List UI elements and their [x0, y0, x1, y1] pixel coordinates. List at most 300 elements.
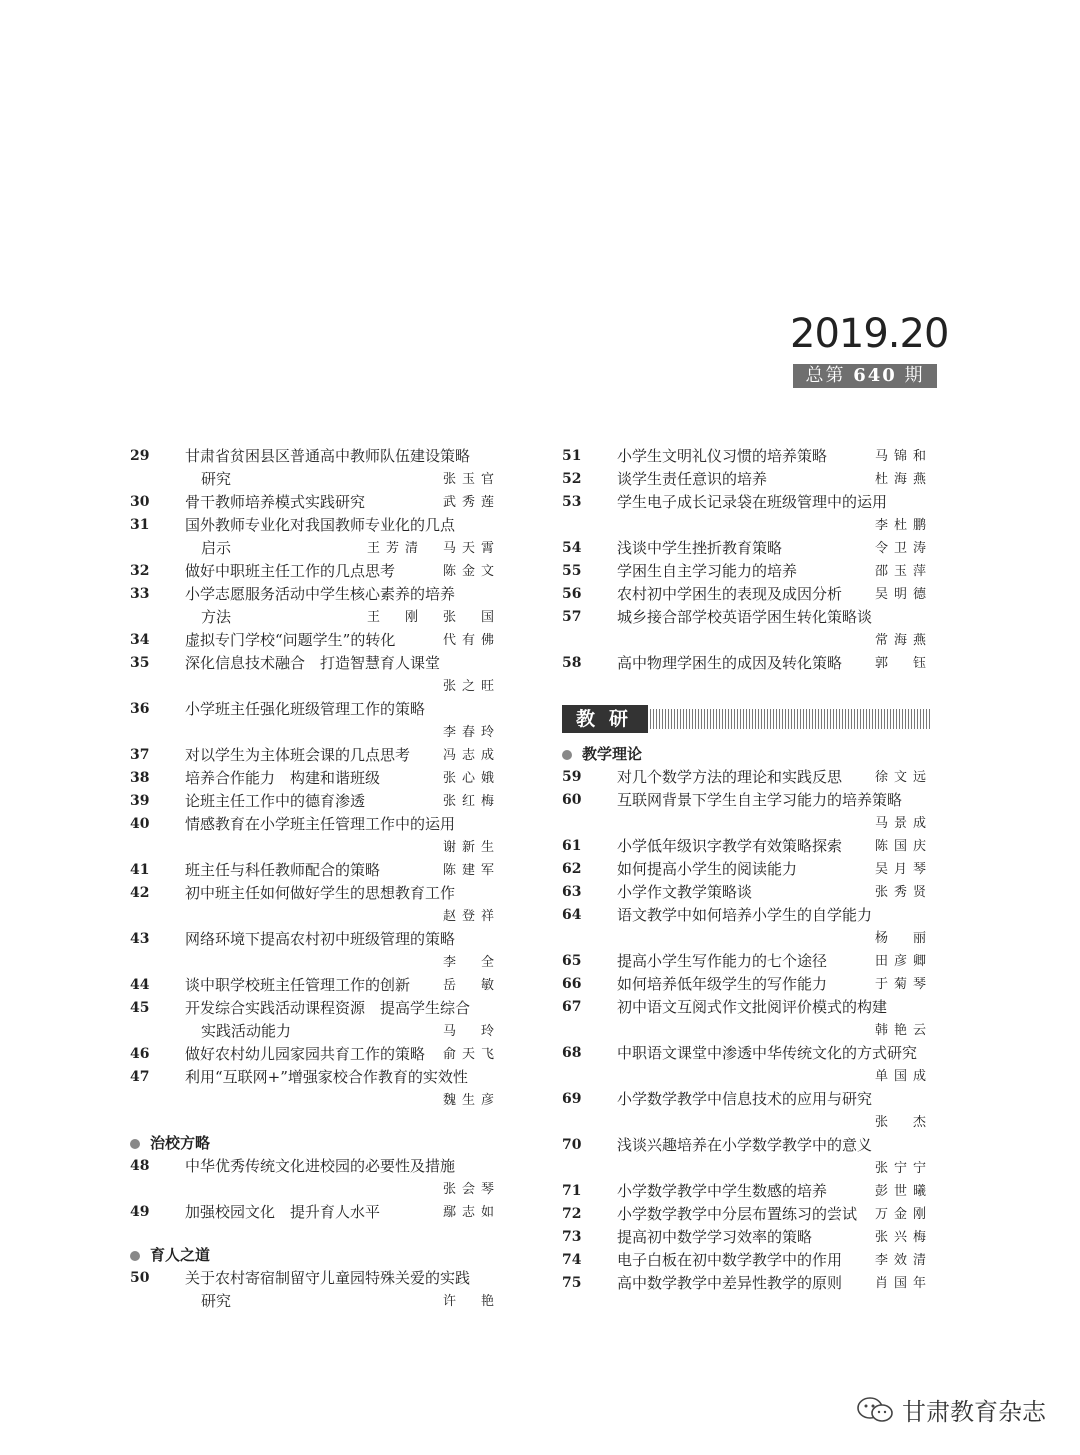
entry-author: 田彦卿 [874, 954, 932, 969]
toc-entry [562, 1272, 932, 1295]
entry-author: 张玉官 [442, 472, 500, 487]
entry-title: 高中物理学困生的成因及转化策略 [617, 654, 843, 672]
entry-author: 俞天飞 [442, 1047, 500, 1062]
entry-body [617, 445, 932, 468]
theory-entry-list [562, 766, 932, 1295]
page-number: 62 [562, 861, 582, 877]
entry-title: 提高初中数学学习效率的策略 [617, 1228, 813, 1246]
section-heading-education [130, 1244, 500, 1267]
toc-entry [562, 973, 932, 996]
entry-title: 对几个数学方法的理论和实践反思 [617, 768, 843, 786]
toc-entry [130, 859, 500, 882]
entry-author: 王芳清 马天霄 [366, 541, 500, 556]
title-line [185, 652, 500, 675]
entry-author: 万金刚 [874, 1207, 932, 1222]
entry-body [617, 1180, 932, 1203]
entry-author: 肖国年 [874, 1276, 932, 1291]
entry-body [617, 606, 932, 652]
toc-entry [562, 445, 932, 468]
entry-author: 陈金文 [442, 564, 500, 579]
entry-author: 鄢志如 [442, 1205, 500, 1220]
title-line [185, 491, 500, 514]
issue-number: 2019.20 [790, 311, 949, 357]
entry-author: 常海燕 [874, 633, 932, 648]
entry-title: 网络环境下提高农村初中班级管理的策略 [185, 930, 456, 948]
entry-author: 张红梅 [442, 794, 500, 809]
band-label: 教研 [562, 705, 648, 733]
entry-title: 小学生文明礼仪习惯的培养策略 [617, 447, 828, 465]
section-heading-text: 教学理论 [582, 745, 643, 763]
total-prefix: 总第 [805, 365, 846, 386]
toc-entry [562, 1180, 932, 1203]
entry-body [185, 514, 500, 560]
right-column [562, 445, 932, 1295]
entry-body [617, 950, 932, 973]
author-line [185, 721, 500, 744]
entry-author: 彭世曦 [874, 1184, 932, 1199]
title-line [617, 950, 932, 973]
entry-body [617, 835, 932, 858]
entry-title: 如何培养低年级学生的写作能力 [617, 975, 828, 993]
entry-body [185, 790, 500, 813]
author-line [617, 812, 932, 835]
entry-author: 邵玉萍 [874, 564, 932, 579]
author-line [617, 1019, 932, 1042]
title-line [617, 468, 932, 491]
title-line [185, 698, 500, 721]
bullet-icon [130, 1251, 140, 1261]
page-number: 46 [130, 1046, 150, 1062]
section-heading-theory [562, 743, 932, 766]
title-line [185, 928, 500, 951]
entry-body [617, 1226, 932, 1249]
toc-entry [130, 560, 500, 583]
title-line [185, 1155, 500, 1178]
entry-title: 培养合作能力 构建和谐班级 [185, 769, 381, 787]
title-line [617, 789, 932, 812]
entry-body [185, 1043, 500, 1066]
entry-author: 谢新生 [442, 840, 500, 855]
entry-author: 杜海燕 [874, 472, 932, 487]
title-line [617, 858, 932, 881]
entry-body [617, 537, 932, 560]
entry-title: 小学作文教学策略谈 [617, 883, 753, 901]
page-number: 47 [130, 1069, 150, 1085]
entry-author: 杨 丽 [874, 931, 932, 946]
section-heading-text: 育人之道 [150, 1246, 211, 1264]
title-line [185, 445, 500, 468]
entry-title: 初中语文互阅式作文批阅评价模式的构建 [617, 998, 888, 1016]
toc-entry [130, 583, 500, 629]
page-number: 51 [562, 448, 582, 464]
entry-title: 提高小学生写作能力的七个途径 [617, 952, 828, 970]
toc-entry [562, 950, 932, 973]
page-number: 45 [130, 1000, 150, 1016]
entry-title: 小学班主任强化班级管理工作的策略 [185, 700, 426, 718]
entry-title: 如何提高小学生的阅读能力 [617, 860, 798, 878]
toc-entry [130, 491, 500, 514]
entry-title: 学生电子成长记录袋在班级管理中的运用 [617, 493, 888, 511]
page-number: 68 [562, 1045, 582, 1061]
toc-entry [130, 997, 500, 1043]
education-entry-list [130, 1267, 500, 1313]
title-line [617, 996, 932, 1019]
entry-title: 电子白板在初中数学教学中的作用 [617, 1251, 843, 1269]
page-number: 44 [130, 977, 150, 993]
entry-author: 张 杰 [874, 1115, 932, 1130]
continuation-line [185, 606, 500, 629]
entry-author: 张秀贤 [874, 885, 932, 900]
page-number: 41 [130, 862, 150, 878]
entry-title: 论班主任工作中的德育渗透 [185, 792, 366, 810]
author-line [617, 927, 932, 950]
entry-author: 马景成 [874, 816, 932, 831]
entry-body [617, 1134, 932, 1180]
page-number: 74 [562, 1252, 582, 1268]
toc-entry [562, 652, 932, 675]
page-number: 48 [130, 1158, 150, 1174]
page-number: 35 [130, 655, 150, 671]
page-number: 54 [562, 540, 582, 556]
toc-entry [130, 974, 500, 997]
entry-title: 对以学生为主体班会课的几点思考 [185, 746, 411, 764]
entry-title-cont: 实践活动能力 [201, 1022, 292, 1040]
toc-entry [562, 1088, 932, 1134]
page-number: 43 [130, 931, 150, 947]
entry-title: 深化信息技术融合 打造智慧育人课堂 [185, 654, 441, 672]
entry-author: 张宁宁 [874, 1161, 932, 1176]
page-number: 31 [130, 517, 150, 533]
total-issue-badge [793, 364, 936, 388]
toc-entry [562, 491, 932, 537]
entry-body [185, 1201, 500, 1224]
entry-body [617, 1203, 932, 1226]
issue-header [790, 310, 949, 388]
page-number: 58 [562, 655, 582, 671]
page-number: 73 [562, 1229, 582, 1245]
entry-body [185, 859, 500, 882]
entry-title: 骨干教师培养模式实践研究 [185, 493, 366, 511]
entry-author: 单国成 [874, 1069, 932, 1084]
entry-author: 马锦和 [874, 449, 932, 464]
page-number: 61 [562, 838, 582, 854]
title-line [185, 1066, 500, 1089]
page-number: 70 [562, 1137, 582, 1153]
toc-entry [562, 583, 932, 606]
entry-body [185, 882, 500, 928]
entry-title: 甘肃省贫困县区普通高中教师队伍建设策略 [185, 447, 471, 465]
entry-title: 学困生自主学习能力的培养 [617, 562, 798, 580]
toc-entry [562, 560, 932, 583]
watermark [856, 1392, 1046, 1427]
entry-title: 小学数学教学中学生数感的培养 [617, 1182, 828, 1200]
toc-entry [562, 881, 932, 904]
entry-title: 浅谈中学生挫折教育策略 [617, 539, 783, 557]
continuation-line [185, 1290, 500, 1313]
page-number: 32 [130, 563, 150, 579]
toc-entry [562, 468, 932, 491]
entry-author: 张兴梅 [874, 1230, 932, 1245]
entry-author: 吴明德 [874, 587, 932, 602]
entry-body [185, 629, 500, 652]
page-number: 38 [130, 770, 150, 786]
entry-title: 小学低年级识字教学有效策略探索 [617, 837, 843, 855]
toc-entry [562, 835, 932, 858]
entry-body [185, 744, 500, 767]
wechat-icon [856, 1396, 894, 1424]
continuation-line [185, 1020, 500, 1043]
entry-author: 代有佛 [442, 633, 500, 648]
entry-author: 陈国庆 [874, 839, 932, 854]
title-line [617, 606, 932, 629]
entry-body [185, 997, 500, 1043]
entry-author: 于菊琴 [874, 977, 932, 992]
section-heading-school [130, 1132, 500, 1155]
toc-entry [562, 766, 932, 789]
title-line [185, 560, 500, 583]
toc-entry [130, 1155, 500, 1201]
entry-title: 虚拟专门学校“问题学生”的转化 [185, 631, 396, 649]
title-line [185, 790, 500, 813]
entry-body [617, 766, 932, 789]
toc-entry [130, 744, 500, 767]
entry-author: 李 全 [442, 955, 500, 970]
author-line [617, 1157, 932, 1180]
toc-entry [130, 652, 500, 698]
title-line [617, 1226, 932, 1249]
toc-entry [562, 1226, 932, 1249]
entry-body [617, 583, 932, 606]
total-suffix: 期 [904, 365, 925, 386]
title-line [185, 997, 500, 1020]
entry-author: 武秀莲 [442, 495, 500, 510]
entry-body [185, 767, 500, 790]
page-number: 72 [562, 1206, 582, 1222]
author-line [185, 675, 500, 698]
entry-author: 吴月琴 [874, 862, 932, 877]
title-line [617, 881, 932, 904]
entry-author: 岳 敏 [442, 978, 500, 993]
author-line [185, 1178, 500, 1201]
bullet-icon [562, 750, 572, 760]
entry-body [185, 1066, 500, 1112]
entry-title: 谈学生责任意识的培养 [617, 470, 768, 488]
page-number: 39 [130, 793, 150, 809]
title-line [185, 767, 500, 790]
bullet-icon [130, 1139, 140, 1149]
entry-author: 韩艳云 [874, 1023, 932, 1038]
entry-author: 李杜鹏 [874, 518, 932, 533]
title-line [617, 973, 932, 996]
entry-body [185, 928, 500, 974]
entry-body [617, 1272, 932, 1295]
title-line [185, 1267, 500, 1290]
page-number: 36 [130, 701, 150, 717]
section-band [562, 705, 932, 733]
entry-title: 利用“互联网+”增强家校合作教育的实效性 [185, 1068, 468, 1086]
title-line [617, 1134, 932, 1157]
entry-title: 浅谈兴趣培养在小学数学教学中的意义 [617, 1136, 873, 1154]
title-line [185, 583, 500, 606]
page-number: 64 [562, 907, 582, 923]
entry-body [185, 1267, 500, 1313]
toc-entry [130, 790, 500, 813]
entry-title: 中职语文课堂中渗透中华传统文化的方式研究 [617, 1044, 918, 1062]
entry-body [617, 858, 932, 881]
title-line [617, 445, 932, 468]
title-line [617, 1088, 932, 1111]
continuation-line [185, 537, 500, 560]
school-entry-list [130, 1155, 500, 1224]
page-number: 53 [562, 494, 582, 510]
toc-entry [130, 1267, 500, 1313]
left-entry-list [130, 445, 500, 1112]
entry-title: 开发综合实践活动课程资源 提高学生综合 [185, 999, 471, 1017]
entry-title-cont: 启示 [201, 539, 232, 557]
author-line [185, 1089, 500, 1112]
section-heading-text: 治校方略 [150, 1134, 211, 1152]
title-line [617, 1180, 932, 1203]
title-line [617, 583, 932, 606]
page-number: 29 [130, 448, 150, 464]
page-number: 40 [130, 816, 150, 832]
entry-title: 加强校园文化 提升育人水平 [185, 1203, 381, 1221]
entry-title: 高中数学教学中差异性教学的原则 [617, 1274, 843, 1292]
author-line [617, 514, 932, 537]
entry-author: 令卫涛 [874, 541, 932, 556]
title-line [185, 813, 500, 836]
page-number: 63 [562, 884, 582, 900]
toc-entry [562, 1249, 932, 1272]
page-number: 42 [130, 885, 150, 901]
page-number: 55 [562, 563, 582, 579]
entry-title: 语文教学中如何培养小学生的自学能力 [617, 906, 873, 924]
left-column [130, 445, 500, 1313]
entry-title: 谈中职学校班主任管理工作的创新 [185, 976, 411, 994]
page-number: 33 [130, 586, 150, 602]
toc-entry [562, 996, 932, 1042]
entry-author: 陈建军 [442, 863, 500, 878]
title-line [185, 1201, 500, 1224]
toc-entry [130, 445, 500, 491]
entry-author: 徐文远 [874, 770, 932, 785]
page-number: 37 [130, 747, 150, 763]
page-number: 57 [562, 609, 582, 625]
entry-title-cont: 研究 [201, 1292, 232, 1310]
entry-body [185, 813, 500, 859]
entry-body [185, 698, 500, 744]
toc-entry [130, 882, 500, 928]
page-number: 66 [562, 976, 582, 992]
title-line [185, 514, 500, 537]
right-entry-list [562, 445, 932, 675]
entry-author: 张心娥 [442, 771, 500, 786]
page-number: 52 [562, 471, 582, 487]
toc-entry [562, 1134, 932, 1180]
page-number: 69 [562, 1091, 582, 1107]
continuation-line [185, 468, 500, 491]
entry-body [617, 1088, 932, 1134]
entry-body [185, 652, 500, 698]
entry-title: 农村初中学困生的表现及成因分析 [617, 585, 843, 603]
author-line [185, 836, 500, 859]
page-number: 49 [130, 1204, 150, 1220]
entry-title: 小学数学教学中信息技术的应用与研究 [617, 1090, 873, 1108]
title-line [617, 560, 932, 583]
entry-author: 张之旺 [442, 679, 500, 694]
entry-title: 做好农村幼儿园家园共育工作的策略 [185, 1045, 426, 1063]
author-line [617, 1065, 932, 1088]
entry-body [185, 974, 500, 997]
title-line [617, 766, 932, 789]
title-line [617, 652, 932, 675]
toc-entry [562, 904, 932, 950]
entry-author: 李春玲 [442, 725, 500, 740]
entry-author: 马 玲 [442, 1024, 500, 1039]
entry-author: 冯志成 [442, 748, 500, 763]
entry-title: 小学志愿服务活动中学生核心素养的培养 [185, 585, 456, 603]
title-line [617, 1042, 932, 1065]
toc-entry [562, 858, 932, 881]
page-number: 65 [562, 953, 582, 969]
title-line [617, 835, 932, 858]
entry-title: 关于农村寄宿制留守儿童园特殊关爱的实践 [185, 1269, 471, 1287]
author-line [185, 951, 500, 974]
entry-body [617, 491, 932, 537]
title-line [185, 859, 500, 882]
toc-entry [130, 813, 500, 859]
page-number: 59 [562, 769, 582, 785]
entry-title: 情感教育在小学班主任管理工作中的运用 [185, 815, 456, 833]
entry-body [617, 1249, 932, 1272]
entry-author: 魏生彦 [442, 1093, 500, 1108]
entry-author: 许 艳 [442, 1294, 500, 1309]
entry-title: 城乡接合部学校英语学困生转化策略谈 [617, 608, 873, 626]
entry-author: 李效清 [874, 1253, 932, 1268]
total-number: 640 [853, 365, 897, 386]
entry-title: 互联网背景下学生自主学习能力的培养策略 [617, 791, 903, 809]
page-number: 60 [562, 792, 582, 808]
entry-title: 初中班主任如何做好学生的思想教育工作 [185, 884, 456, 902]
entry-title: 做好中职班主任工作的几点思考 [185, 562, 396, 580]
entry-body [185, 1155, 500, 1201]
entry-body [185, 445, 500, 491]
band-hatch [650, 709, 932, 729]
entry-author: 郭 钰 [874, 656, 932, 671]
entry-body [185, 491, 500, 514]
author-line [617, 629, 932, 652]
entry-body [617, 904, 932, 950]
title-line [185, 882, 500, 905]
entry-title-cont: 研究 [201, 470, 232, 488]
title-line [185, 1043, 500, 1066]
toc-entry [562, 1042, 932, 1088]
author-line [185, 905, 500, 928]
title-line [185, 629, 500, 652]
toc-entry [130, 514, 500, 560]
title-line [617, 1272, 932, 1295]
toc-entry [130, 698, 500, 744]
entry-body [617, 1042, 932, 1088]
entry-body [617, 996, 932, 1042]
entry-body [617, 973, 932, 996]
watermark-text: 甘肃教育杂志 [902, 1398, 1046, 1426]
entry-body [617, 881, 932, 904]
toc-entry [562, 606, 932, 652]
title-line [617, 904, 932, 927]
page-number: 30 [130, 494, 150, 510]
page-number: 75 [562, 1275, 582, 1291]
